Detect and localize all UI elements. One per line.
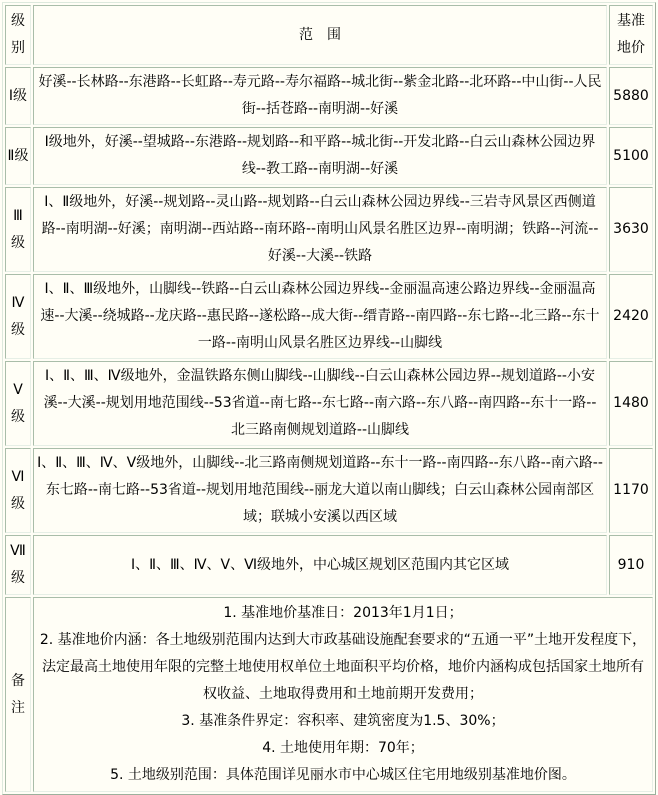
level-cell: Ⅱ级 — [5, 127, 31, 185]
price-cell: 5880 — [609, 67, 653, 125]
level-cell: Ⅵ级 — [5, 448, 31, 533]
range-cell: Ⅰ、Ⅱ、Ⅲ、Ⅳ、Ⅴ、Ⅵ级地外，中心城区规划区范围内其它区域 — [33, 535, 607, 595]
benchmark-land-price-table — [2, 2, 656, 795]
note-item-5: 5. 土地级别范围：具体范围详见丽水市中心城区住宅用地级别基准地价图。 — [110, 767, 576, 783]
range-cell: Ⅰ、Ⅱ、Ⅲ、Ⅳ级地外，金温铁路东侧山脚线--山脚线--白云山森林公园边界--规划道路--小安溪--大溪--规划用地范围线--53省道--南七路--东七路--南六路--东八路--南四路--东十一路--北三路南侧规划道路--山脚线 — [33, 361, 607, 446]
header-level: 级别 — [5, 5, 31, 65]
table-row-level-7 — [5, 535, 653, 595]
header-row — [5, 5, 653, 65]
note-item-2: 2. 基准地价内涵：各土地级别范围内达到大市政基础设施配套要求的“五通一平”土地开发程度下，法定最高土地使用年限的完整土地使用权单位土地面积平均价格，地价内涵构成包括国家土地所有权收益、土地取得费用和土地前期开发费用； — [39, 632, 647, 702]
note-row — [5, 597, 653, 792]
note-item-4: 4. 土地使用年期：70年； — [262, 740, 424, 756]
level-cell: Ⅶ级 — [5, 535, 31, 595]
note-item-1: 1. 基准地价基准日：2013年1月1日； — [223, 605, 463, 621]
price-cell: 910 — [609, 535, 653, 595]
table-row-level-2 — [5, 127, 653, 185]
note-label: 备注 — [5, 597, 31, 792]
price-cell: 1170 — [609, 448, 653, 533]
note-item-3: 3. 基准条件界定：容积率、建筑密度为1.5、30%； — [181, 713, 505, 729]
range-cell: Ⅰ级地外，好溪--望城路--东港路--规划路--和平路--城北街--开发北路--白云山森林公园边界线--教工路--南明湖--好溪 — [33, 127, 607, 185]
header-price: 基准地价 — [609, 5, 653, 65]
range-cell: Ⅰ、Ⅱ、Ⅲ级地外，山脚线--铁路--白云山森林公园边界线--金丽温高速公路边界线--金丽温高速--大溪--绕城路--龙庆路--惠民路--遂松路--成大街--缙青路--南四路--东七路--北三路--东十一路--南明山风景名胜区边界线--山脚线 — [33, 274, 607, 359]
level-cell: Ⅲ级 — [5, 187, 31, 272]
table-row-level-6 — [5, 448, 653, 533]
range-cell: Ⅰ、Ⅱ级地外，好溪--规划路--灵山路--规划路--白云山森林公园边界线--三岩寺风景区西侧道路--南明湖--好溪；南明湖--西站路--南环路--南明山风景名胜区边界--南明湖；铁路--河流--好溪--大溪--铁路 — [33, 187, 607, 272]
level-cell: Ⅰ级 — [5, 67, 31, 125]
table-row-level-3 — [5, 187, 653, 272]
level-cell: Ⅴ级 — [5, 361, 31, 446]
header-range: 范 围 — [33, 5, 607, 65]
table-row-level-5 — [5, 361, 653, 446]
price-cell: 5100 — [609, 127, 653, 185]
note-content — [33, 597, 653, 792]
table-row-level-1 — [5, 67, 653, 125]
table-row-level-4 — [5, 274, 653, 359]
range-cell: 好溪--长林路--东港路--长虹路--寿元路--寿尔福路--城北街--紫金北路--北环路--中山街--人民街--括苍路--南明湖--好溪 — [33, 67, 607, 125]
price-cell: 3630 — [609, 187, 653, 272]
range-cell: Ⅰ、Ⅱ、Ⅲ、Ⅳ、Ⅴ级地外，山脚线--北三路南侧规划道路--东十一路--南四路--东八路--南六路--东七路--南七路--53省道--规划用地范围线--丽龙大道以南山脚线；白云山森林公园南部区域；联城小安溪以西区域 — [33, 448, 607, 533]
level-cell: Ⅳ级 — [5, 274, 31, 359]
price-cell: 1480 — [609, 361, 653, 446]
price-cell: 2420 — [609, 274, 653, 359]
